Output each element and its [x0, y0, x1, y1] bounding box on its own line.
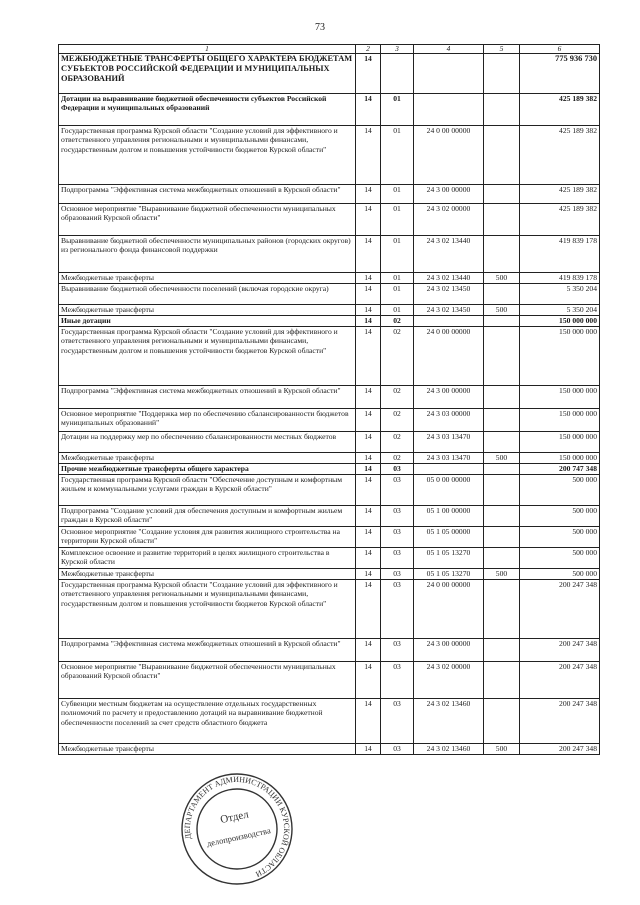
row-name: Государственная программа Курской области "Создание условий для эффективного и ответственного управления региональными и муниципальными финансами, государственным долгом и повышения устойчивости бюджетов Курской области"	[59, 580, 356, 639]
row-section: 14	[356, 639, 381, 662]
row-expense-type	[484, 475, 520, 506]
row-section: 14	[356, 204, 381, 236]
table-row	[59, 744, 600, 755]
row-section: 14	[356, 409, 381, 432]
row-target-article	[414, 316, 484, 327]
row-section: 14	[356, 744, 381, 755]
table-row	[59, 506, 600, 527]
row-expense-type	[484, 548, 520, 569]
column-number: 6	[520, 45, 600, 54]
svg-text:ДЕПАРТАМЕНТ АДМИНИСТРАЦИИ КУРС	[178, 770, 296, 888]
table-row	[59, 432, 600, 453]
row-expense-type	[484, 432, 520, 453]
row-name: Подпрограмма "Эффективная система межбюджетных отношений в Курской области"	[59, 185, 356, 204]
row-section: 14	[356, 699, 381, 744]
row-expense-type	[484, 386, 520, 409]
row-target-article: 05 1 05 13270	[414, 569, 484, 580]
table-row	[59, 185, 600, 204]
table-row	[59, 126, 600, 185]
row-target-article: 24 3 00 00000	[414, 639, 484, 662]
row-target-article: 24 0 00 00000	[414, 126, 484, 185]
row-expense-type	[484, 527, 520, 548]
table-row	[59, 54, 600, 94]
row-expense-type: 500	[484, 453, 520, 464]
row-name: Основное мероприятие "Выравнивание бюджетной обеспеченности муниципальных образований Курской области"	[59, 204, 356, 236]
row-expense-type	[484, 204, 520, 236]
row-target-article: 24 3 02 13460	[414, 744, 484, 755]
table-row	[59, 273, 600, 284]
row-section: 14	[356, 453, 381, 464]
row-subsection: 01	[381, 204, 414, 236]
row-amount: 500 000	[520, 475, 600, 506]
row-amount: 500 000	[520, 548, 600, 569]
row-expense-type	[484, 236, 520, 273]
row-target-article: 24 3 02 13440	[414, 236, 484, 273]
row-subsection: 02	[381, 453, 414, 464]
row-name: Государственная программа Курской области "Создание условий для эффективного и ответственного управления региональными и муниципальными финансами, государственным долгом и повышения устойчивости бюджетов Курской области"	[59, 327, 356, 386]
row-amount: 5 350 204	[520, 284, 600, 305]
row-amount: 425 189 382	[520, 185, 600, 204]
row-subsection: 03	[381, 464, 414, 475]
row-subsection: 02	[381, 327, 414, 386]
row-name: Основное мероприятие "Выравнивание бюджетной обеспеченности муниципальных образований Курской области"	[59, 662, 356, 699]
row-target-article: 05 1 00 00000	[414, 506, 484, 527]
row-name: МЕЖБЮДЖЕТНЫЕ ТРАНСФЕРТЫ ОБЩЕГО ХАРАКТЕРА БЮДЖЕТАМ СУБЪЕКТОВ РОССИЙСКОЙ ФЕДЕРАЦИИ И МУНИЦИПАЛЬНЫХ ОБРАЗОВАНИЙ	[59, 54, 356, 94]
row-subsection: 01	[381, 94, 414, 126]
row-amount: 150 000 000	[520, 453, 600, 464]
row-target-article: 24 3 02 00000	[414, 662, 484, 699]
row-section: 14	[356, 432, 381, 453]
row-expense-type	[484, 662, 520, 699]
row-subsection: 02	[381, 386, 414, 409]
row-target-article: 05 0 00 00000	[414, 475, 484, 506]
row-name: Основное мероприятие "Создание условия для развития жилищного строительства на территории Курской области"	[59, 527, 356, 548]
row-section: 14	[356, 662, 381, 699]
row-subsection: 03	[381, 527, 414, 548]
row-subsection: 03	[381, 662, 414, 699]
table-row	[59, 305, 600, 316]
row-expense-type	[484, 639, 520, 662]
row-target-article: 05 1 05 13270	[414, 548, 484, 569]
row-subsection: 02	[381, 316, 414, 327]
row-name: Государственная программа Курской области "Создание условий для эффективного и ответственного управления региональными и муниципальными финансами, государственным долгом и повышения устойчивости бюджетов Курской области"	[59, 126, 356, 185]
row-name: Государственная программа Курской области "Обеспечение доступным и комфортным жильем и коммунальными услугами граждан в Курской области"	[59, 475, 356, 506]
table-row	[59, 527, 600, 548]
row-expense-type	[484, 126, 520, 185]
row-section: 14	[356, 236, 381, 273]
column-number-row	[59, 45, 600, 54]
row-expense-type	[484, 506, 520, 527]
table-row	[59, 204, 600, 236]
row-target-article: 24 3 00 00000	[414, 185, 484, 204]
row-subsection: 03	[381, 744, 414, 755]
row-section: 14	[356, 386, 381, 409]
table-row	[59, 94, 600, 126]
row-target-article: 24 3 02 00000	[414, 204, 484, 236]
table-row	[59, 236, 600, 273]
row-amount: 150 000 000	[520, 316, 600, 327]
row-subsection: 03	[381, 506, 414, 527]
row-expense-type: 500	[484, 744, 520, 755]
table-row	[59, 580, 600, 639]
row-subsection: 02	[381, 432, 414, 453]
stamp-line: делопроизводства	[205, 825, 272, 849]
row-name: Межбюджетные трансферты	[59, 569, 356, 580]
row-name: Иные дотации	[59, 316, 356, 327]
row-target-article: 24 3 03 13470	[414, 432, 484, 453]
row-section: 14	[356, 327, 381, 386]
row-amount: 150 000 000	[520, 409, 600, 432]
table-row	[59, 548, 600, 569]
table-row	[59, 453, 600, 464]
budget-table	[58, 44, 600, 755]
row-amount: 5 350 204	[520, 305, 600, 316]
row-target-article: 24 3 02 13460	[414, 699, 484, 744]
row-target-article: 24 3 02 13450	[414, 305, 484, 316]
row-section: 14	[356, 284, 381, 305]
row-subsection: 03	[381, 580, 414, 639]
row-amount: 775 936 730	[520, 54, 600, 94]
row-name: Подпрограмма "Эффективная система межбюджетных отношений в Курской области"	[59, 386, 356, 409]
row-amount: 200 247 348	[520, 662, 600, 699]
row-subsection: 03	[381, 548, 414, 569]
column-number: 5	[484, 45, 520, 54]
row-section: 14	[356, 316, 381, 327]
table-row	[59, 327, 600, 386]
table-row	[59, 569, 600, 580]
row-section: 14	[356, 506, 381, 527]
row-name: Прочие межбюджетные трансферты общего характера	[59, 464, 356, 475]
row-amount: 150 000 000	[520, 327, 600, 386]
row-subsection: 01	[381, 305, 414, 316]
row-amount: 500 000	[520, 506, 600, 527]
table-row	[59, 284, 600, 305]
row-expense-type: 500	[484, 569, 520, 580]
row-name: Выравнивание бюджетной обеспеченности поселений (включая городские округа)	[59, 284, 356, 305]
column-number: 1	[59, 45, 356, 54]
row-subsection: 02	[381, 409, 414, 432]
row-target-article	[414, 94, 484, 126]
row-subsection: 01	[381, 126, 414, 185]
row-subsection: 01	[381, 273, 414, 284]
row-section: 14	[356, 273, 381, 284]
row-subsection: 03	[381, 475, 414, 506]
row-amount: 200 247 348	[520, 699, 600, 744]
row-section: 14	[356, 94, 381, 126]
official-stamp	[178, 770, 296, 888]
table-row	[59, 475, 600, 506]
row-expense-type	[484, 284, 520, 305]
row-subsection	[381, 54, 414, 94]
row-amount: 200 747 348	[520, 464, 600, 475]
row-target-article: 24 3 02 13440	[414, 273, 484, 284]
row-target-article: 05 1 05 00000	[414, 527, 484, 548]
row-name: Межбюджетные трансферты	[59, 744, 356, 755]
row-target-article: 24 0 00 00000	[414, 580, 484, 639]
row-subsection: 03	[381, 639, 414, 662]
row-section: 14	[356, 54, 381, 94]
row-expense-type	[484, 580, 520, 639]
row-subsection: 03	[381, 569, 414, 580]
row-amount: 419 839 178	[520, 236, 600, 273]
row-expense-type	[484, 327, 520, 386]
row-target-article	[414, 54, 484, 94]
row-expense-type	[484, 699, 520, 744]
row-amount: 150 000 000	[520, 386, 600, 409]
row-subsection: 01	[381, 284, 414, 305]
row-name: Межбюджетные трансферты	[59, 273, 356, 284]
row-amount: 500 000	[520, 569, 600, 580]
row-expense-type: 500	[484, 305, 520, 316]
row-amount: 425 189 382	[520, 94, 600, 126]
row-target-article	[414, 464, 484, 475]
row-section: 14	[356, 569, 381, 580]
row-target-article: 24 3 00 00000	[414, 386, 484, 409]
row-name: Межбюджетные трансферты	[59, 453, 356, 464]
column-number: 3	[381, 45, 414, 54]
row-name: Подпрограмма "Создание условий для обеспечения доступным и комфортным жильем граждан в Курской области"	[59, 506, 356, 527]
row-name: Субвенции местным бюджетам на осуществление отдельных государственных полномочий по расчету и предоставлению дотаций на выравнивание бюджетной обеспеченности поселений за счет средств областного бюджета	[59, 699, 356, 744]
column-number: 2	[356, 45, 381, 54]
stamp-outer-text: ДЕПАРТАМЕНТ АДМИНИСТРАЦИИ КУРСКОЙ ОБЛАСТИ	[182, 774, 292, 879]
row-amount: 425 189 382	[520, 204, 600, 236]
row-amount: 419 839 178	[520, 273, 600, 284]
column-number: 4	[414, 45, 484, 54]
row-amount: 500 000	[520, 527, 600, 548]
row-name: Дотации на выравнивание бюджетной обеспеченности субъектов Российской Федерации и муниципальных образований	[59, 94, 356, 126]
row-section: 14	[356, 126, 381, 185]
row-expense-type: 500	[484, 273, 520, 284]
row-expense-type	[484, 94, 520, 126]
row-name: Дотации на поддержку мер по обеспечению сбалансированности местных бюджетов	[59, 432, 356, 453]
row-section: 14	[356, 580, 381, 639]
table-row	[59, 316, 600, 327]
row-expense-type	[484, 185, 520, 204]
row-section: 14	[356, 305, 381, 316]
table-row	[59, 639, 600, 662]
row-section: 14	[356, 548, 381, 569]
row-target-article: 24 3 02 13450	[414, 284, 484, 305]
row-amount: 200 247 348	[520, 639, 600, 662]
row-target-article: 24 3 03 00000	[414, 409, 484, 432]
stamp-line: Отдел	[219, 808, 250, 827]
row-section: 14	[356, 185, 381, 204]
table-row	[59, 464, 600, 475]
row-expense-type	[484, 464, 520, 475]
row-expense-type	[484, 54, 520, 94]
row-name: Основное мероприятие "Поддержка мер по обеспечению сбалансированности бюджетов муниципальных образований"	[59, 409, 356, 432]
row-section: 14	[356, 464, 381, 475]
row-name: Подпрограмма "Эффективная система межбюджетных отношений в Курской области"	[59, 639, 356, 662]
row-amount: 150 000 000	[520, 432, 600, 453]
table-row	[59, 386, 600, 409]
row-amount: 425 189 382	[520, 126, 600, 185]
row-subsection: 01	[381, 236, 414, 273]
row-expense-type	[484, 316, 520, 327]
row-amount: 200 247 348	[520, 580, 600, 639]
row-subsection: 03	[381, 699, 414, 744]
table-row	[59, 409, 600, 432]
row-name: Межбюджетные трансферты	[59, 305, 356, 316]
row-section: 14	[356, 475, 381, 506]
row-subsection: 01	[381, 185, 414, 204]
table-row	[59, 662, 600, 699]
row-name: Выравнивание бюджетной обеспеченности муниципальных районов (городских округов) из регионального фонда финансовой поддержки	[59, 236, 356, 273]
row-name: Комплексное освоение и развитие территорий в целях жилищного строительства в Курской области	[59, 548, 356, 569]
page-number: 73	[315, 22, 325, 33]
row-target-article: 24 3 03 13470	[414, 453, 484, 464]
row-target-article: 24 0 00 00000	[414, 327, 484, 386]
row-amount: 200 247 348	[520, 744, 600, 755]
table-row	[59, 699, 600, 744]
row-expense-type	[484, 409, 520, 432]
row-section: 14	[356, 527, 381, 548]
